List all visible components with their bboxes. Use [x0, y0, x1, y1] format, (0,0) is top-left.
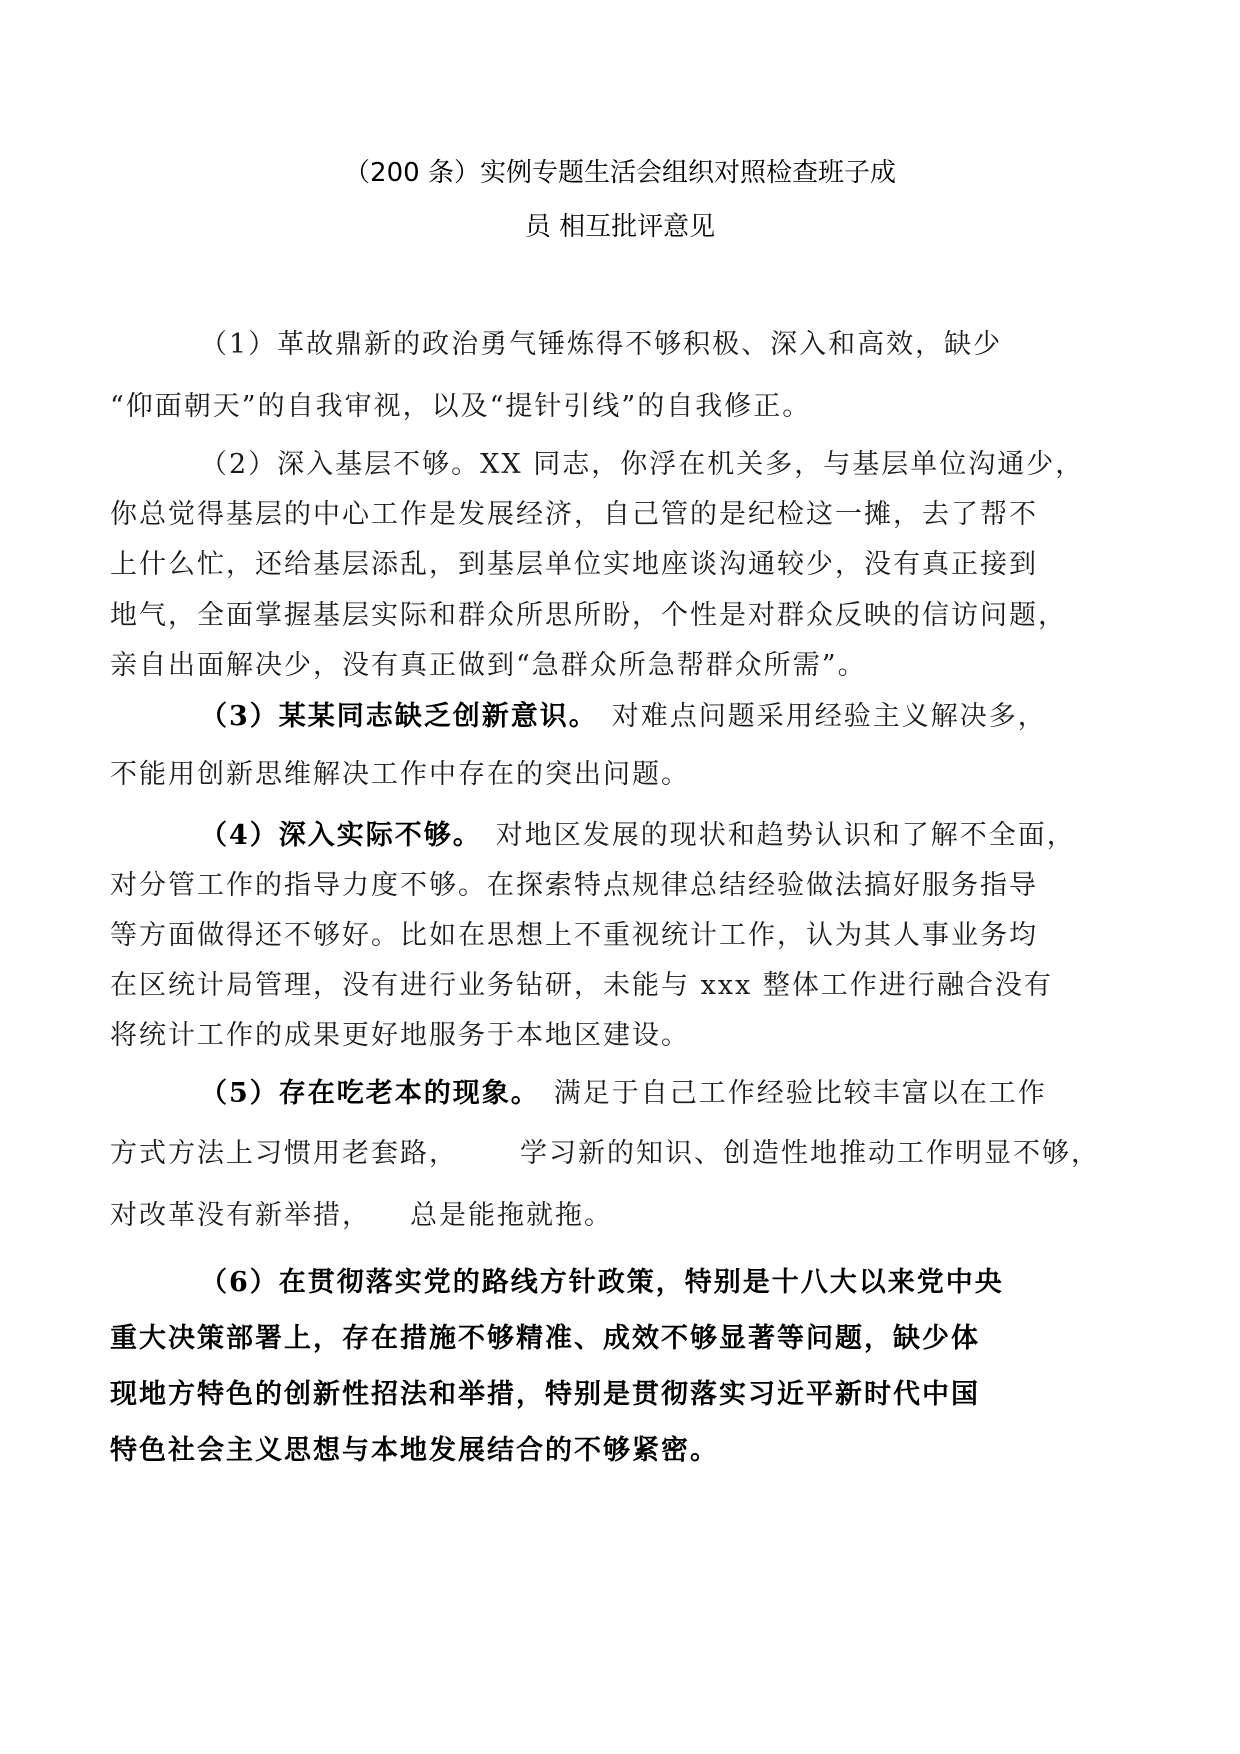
paragraph-5-line-1 [200, 1071, 1047, 1110]
paragraph-2-line-2: 你总觉得基层的中心工作是发展经济，自己管的是纪检这一摊，去了帮不 [110, 499, 1038, 530]
paragraph-6-line-1: （6）在贯彻落实党的路线方针政策，特别是十八大以来党中央 [200, 1267, 1004, 1298]
paragraph-2-line-5: 亲自出面解决少，没有真正做到“急群众所急帮群众所需”。 [110, 650, 867, 681]
paragraph-3-heading: （3）某某同志缺乏创新意识。 [200, 701, 598, 732]
document-title-line-2: 员 相互批评意见 [524, 212, 716, 242]
paragraph-4-line-3: 等方面做得还不够好。比如在思想上不重视统计工作，认为其人事业务均 [110, 920, 1038, 951]
paragraph-1-line-1: （1）革故鼎新的政治勇气锤炼得不够积极、深入和高效，缺少 [200, 329, 1003, 360]
paragraph-4-line-5: 将统计工作的成果更好地服务于本地区建设。 [110, 1020, 690, 1051]
paragraph-5-line-3a: 对改革没有新举措， [110, 1200, 371, 1231]
paragraph-5-heading: （5）存在吃老本的现象。 [200, 1078, 540, 1109]
paragraph-3-line-1-text: 对难点问题采用经验主义解决多， [611, 701, 1047, 732]
paragraph-4-line-1-text: 对地区发展的现状和趋势认识和了解不全面， [495, 820, 1076, 851]
paragraph-5-line-3b: 总是能拖就拖。 [410, 1200, 613, 1231]
paragraph-6-line-3: 现地方特色的创新性招法和举措，特别是贯彻落实习近平新时代中国 [110, 1379, 980, 1410]
paragraph-3-line-1 [200, 694, 1047, 733]
paragraph-6-line-4: 特色社会主义思想与本地发展结合的不够紧密。 [110, 1435, 719, 1466]
paragraph-3-line-2: 不能用创新思维解决工作中存在的突出问题。 [110, 759, 690, 790]
paragraph-2-line-3: 上什么忙，还给基层添乱，到基层单位实地座谈沟通较少，没有真正接到 [110, 549, 1038, 580]
paragraph-4-line-4: 在区统计局管理，没有进行业务钻研，未能与 xxx 整体工作进行融合没有 [110, 970, 1053, 1001]
paragraph-5-line-1-text: 满足于自己工作经验比较丰富以在工作 [553, 1078, 1047, 1109]
document-title-line-1: （200 条）实例专题生活会组织对照检查班子成 [344, 158, 896, 188]
paragraph-4-line-2: 对分管工作的指导力度不够。在探索特点规律总结经验做法搞好服务指导 [110, 870, 1038, 901]
paragraph-5-line-2b: 学习新的知识、创造性地推动工作明显不够， [520, 1138, 1100, 1169]
paragraph-6-line-2: 重大决策部署上，存在措施不够精准、成效不够显著等问题，缺少体 [110, 1323, 980, 1354]
paragraph-4-heading: （4）深入实际不够。 [200, 820, 482, 851]
paragraph-2-line-4: 地气，全面掌握基层实际和群众所思所盼，个性是对群众反映的信访问题， [110, 600, 1067, 631]
paragraph-5-line-2a: 方式方法上习惯用老套路， [110, 1138, 458, 1169]
paragraph-4-line-1 [200, 813, 1076, 852]
paragraph-1-line-2: “仰面朝天”的自我审视，以及“提针引线”的自我修正。 [110, 391, 812, 422]
paragraph-2-line-1: （2）深入基层不够。XX 同志，你浮在机关多，与基层单位沟通少， [200, 449, 1085, 480]
